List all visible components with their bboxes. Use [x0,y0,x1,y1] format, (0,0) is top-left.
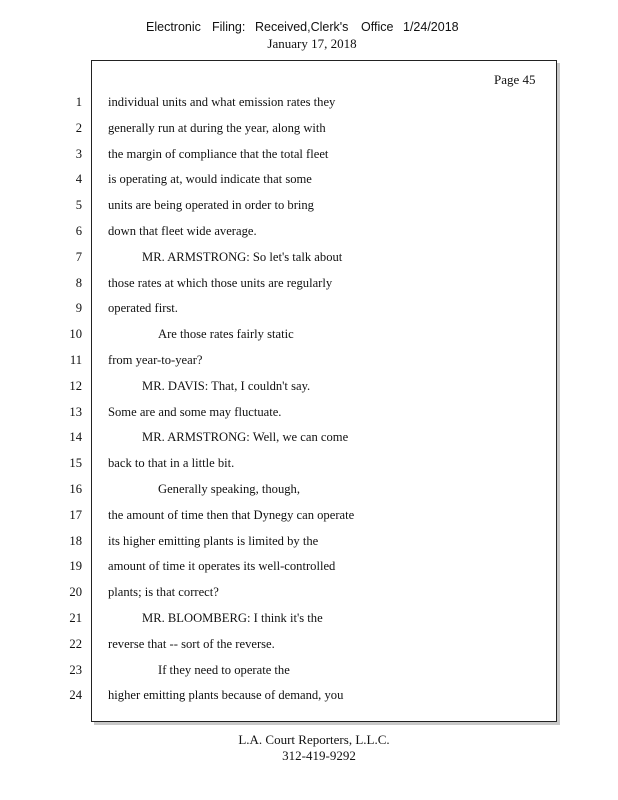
transcript-line [0,198,618,218]
line-text: operated first. [108,301,178,316]
line-number: 22 [69,636,82,651]
line-number: 5 [75,198,82,213]
line-text: Are those rates fairly static [158,327,294,342]
transcript-line [0,611,618,631]
line-text: higher emitting plants because of demand, you [108,688,344,703]
line-number: 12 [69,378,82,393]
line-text: generally run at during the year, along with [108,120,326,135]
hearing-date: January 17, 2018 [267,36,357,51]
line-number: 1 [75,95,82,109]
line-text: units are being operated in order to bring [108,198,314,213]
filing-word: Received,Clerk's [255,20,349,34]
filing-word: Electronic [146,20,201,34]
filing-word: 1/24/2018 [403,20,459,34]
transcript-line [0,301,618,321]
line-number: 24 [69,688,82,703]
transcript-line [0,637,618,657]
transcript-line [0,430,618,450]
line-text: reverse that -- sort of the reverse. [108,636,275,651]
line-number: 17 [69,507,82,522]
line-text: MR. ARMSTRONG: Well, we can come [142,430,349,445]
footer-phone: 312-419-9292 [282,748,356,763]
line-number: 7 [75,249,82,264]
line-text: back to that in a little bit. [108,456,235,471]
transcript-line [0,121,618,141]
line-text: down that fleet wide average. [108,224,257,238]
transcript-line [0,172,618,192]
transcript-line [0,250,618,270]
line-text: is operating at, would indicate that some [108,172,312,187]
line-text: MR. ARMSTRONG: So let's talk about [142,249,343,264]
line-text: the margin of compliance that the total fleet [108,146,329,161]
line-text: Generally speaking, though, [158,482,300,496]
transcript-line [0,327,618,347]
line-number: 21 [69,611,82,625]
line-text: amount of time it operates its well-controlled [108,559,336,574]
filing-word: Filing: [212,20,246,34]
transcript-line [0,276,618,296]
line-text: MR. BLOOMBERG: I think it's the [142,611,323,625]
transcript-line [0,663,618,683]
line-text: from year-to-year? [108,353,203,367]
line-number: 2 [75,120,82,135]
transcript-line [0,585,618,605]
footer-company: L.A. Court Reporters, L.L.C. [238,732,390,747]
transcript-line [0,95,618,115]
line-text: the amount of time then that Dynegy can operate [108,507,355,522]
line-number: 18 [69,533,82,548]
line-number: 16 [69,482,82,496]
line-number: 19 [69,559,82,574]
line-number: 20 [69,585,82,600]
transcript-line [0,353,618,373]
line-text: its higher emitting plants is limited by the [108,533,319,548]
transcript-line [0,405,618,425]
transcript-line [0,224,618,244]
line-number: 4 [75,172,82,187]
transcript-line [0,534,618,554]
filing-word: Office [361,20,394,34]
line-number: 14 [69,430,82,445]
transcript-line [0,559,618,579]
line-text: those rates at which those units are regularly [108,275,333,290]
line-text: If they need to operate the [158,662,290,677]
line-number: 6 [75,224,82,238]
line-number: 23 [69,662,82,677]
line-number: 11 [69,353,82,367]
line-number: 8 [75,275,82,290]
line-number: 3 [75,146,82,161]
transcript-line [0,482,618,502]
transcript-line [0,147,618,167]
line-text: MR. DAVIS: That, I couldn't say. [142,378,311,393]
line-number: 15 [69,456,82,471]
line-text: individual units and what emission rates they [108,95,336,109]
transcript-line [0,456,618,476]
line-text: Some are and some may fluctuate. [108,404,282,419]
page-number: Page 45 [494,72,536,87]
line-number: 13 [69,404,82,419]
transcript-line [0,688,618,708]
line-number: 10 [69,327,82,342]
line-number: 9 [75,301,82,316]
transcript-line [0,379,618,399]
transcript-line [0,508,618,528]
line-text: plants; is that correct? [108,585,219,600]
